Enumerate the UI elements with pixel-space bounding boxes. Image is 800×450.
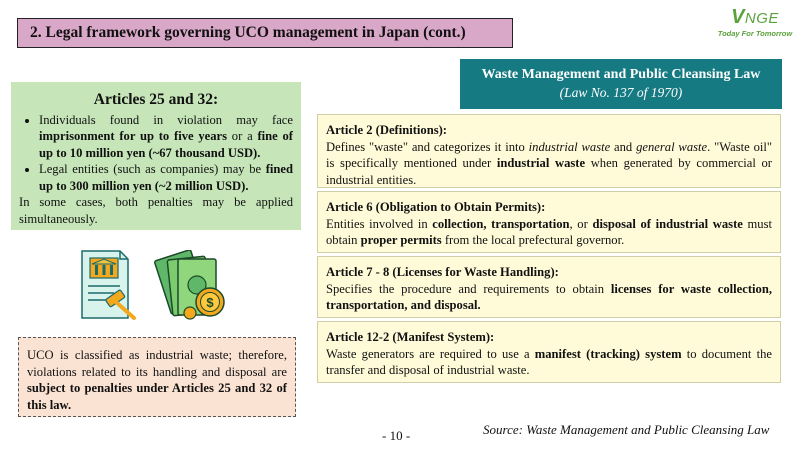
logo-letters: NGE	[744, 10, 779, 27]
article-12-2-heading: Article 12-2 (Manifest System):	[326, 330, 495, 344]
article-6-body	[326, 216, 772, 249]
article-2-box	[317, 114, 781, 188]
penalty-individuals	[39, 112, 293, 162]
a12-manifest: manifest (tracking) system	[534, 346, 682, 361]
logo-letter-v: V	[731, 6, 745, 28]
law-subtitle: (Law No. 137 of 1970)	[559, 85, 683, 100]
a2-text-1: Defines "waste" and categorizes it into	[326, 139, 529, 154]
source-citation: Source: Waste Management and Public Cleansing Law	[483, 422, 770, 437]
penalty-fine-individual: fine of up to 10 million yen (~67 thousand USD).	[39, 129, 293, 160]
a2-industrial-waste-bold: industrial waste	[496, 156, 586, 170]
a2-text-3: . "Waste oil" is specifically mentioned under	[326, 139, 772, 170]
article-12-2-box	[317, 321, 781, 383]
article-12-2-body	[326, 346, 772, 379]
page-number: - 10 -	[382, 428, 411, 443]
a2-general-waste: general waste	[636, 139, 708, 154]
a6-permits: proper permits	[360, 233, 442, 247]
penalty-imprisonment: imprisonment for up to five years	[39, 129, 228, 143]
penalty-footer: In some cases, both penalties may be applied simultaneously.	[19, 195, 293, 226]
logo-tagline: Today For Tomorrow	[717, 29, 793, 38]
a2-text-4: when generated by commercial or industrial entities.	[326, 156, 773, 187]
penalty-entities-text: Legal entities (such as companies) may be	[39, 162, 266, 176]
penalty-fine-entity: fined up to 300 million yen (~2 million USD).	[39, 162, 293, 193]
a7-licenses: licenses for waste collection, transportation, and disposal.	[326, 281, 772, 312]
article-6-box	[317, 191, 781, 253]
penalty-individuals-text: Individuals found in violation may face	[39, 112, 293, 127]
a6-text-1: Entities involved in	[326, 216, 433, 231]
law-title: Waste Management and Public Cleansing Law	[481, 67, 761, 82]
article-2-body	[326, 139, 772, 189]
penalty-entities	[39, 161, 293, 194]
a7-text-1: Specifies the procedure and requirements to obtain	[326, 281, 611, 296]
penalty-connector: or a	[227, 129, 258, 143]
a6-collection: collection, transportation	[432, 216, 570, 231]
icons-group	[80, 250, 230, 320]
slide-title-text: 2. Legal framework governing UCO management in Japan (cont.)	[30, 24, 466, 41]
a2-text-2: and	[610, 139, 637, 154]
a6-disposal: disposal of industrial waste	[592, 216, 743, 231]
legal-document-icon	[82, 251, 134, 318]
article-2-heading: Article 2 (Definitions):	[326, 123, 448, 137]
articles-heading: Articles 25 and 32:	[93, 91, 219, 108]
law-header	[460, 59, 782, 109]
slide-title	[17, 18, 513, 48]
article-7-8-body	[326, 281, 772, 314]
a6-text-2: , or	[569, 216, 593, 231]
article-6-heading: Article 6 (Obligation to Obtain Permits):	[326, 200, 546, 214]
a6-text-3: must obtain	[326, 216, 772, 247]
a12-text-1: Waste generators are required to use a	[326, 346, 535, 361]
vnge-logo	[716, 6, 794, 46]
penalty-list	[19, 112, 293, 195]
article-7-8-heading: Article 7 - 8 (Licenses for Waste Handling):	[326, 265, 559, 279]
money-icon	[154, 250, 224, 319]
a2-industrial-waste: industrial waste	[528, 139, 611, 154]
note-text: UCO is classified as industrial waste; therefore, violations related to its handling and disposal are	[27, 348, 287, 379]
svg-text:$: $	[206, 295, 214, 310]
articles-25-32-box	[11, 82, 301, 230]
a6-text-4: from the local prefectural governor.	[441, 233, 625, 247]
uco-penalty-note	[18, 337, 296, 417]
logo-mark	[716, 6, 794, 29]
a12-text-2: to document the transfer and disposal of industrial waste.	[326, 346, 772, 377]
note-emphasis: subject to penalties under Articles 25 and 32 of this law.	[27, 381, 287, 412]
article-7-8-box	[317, 256, 781, 318]
